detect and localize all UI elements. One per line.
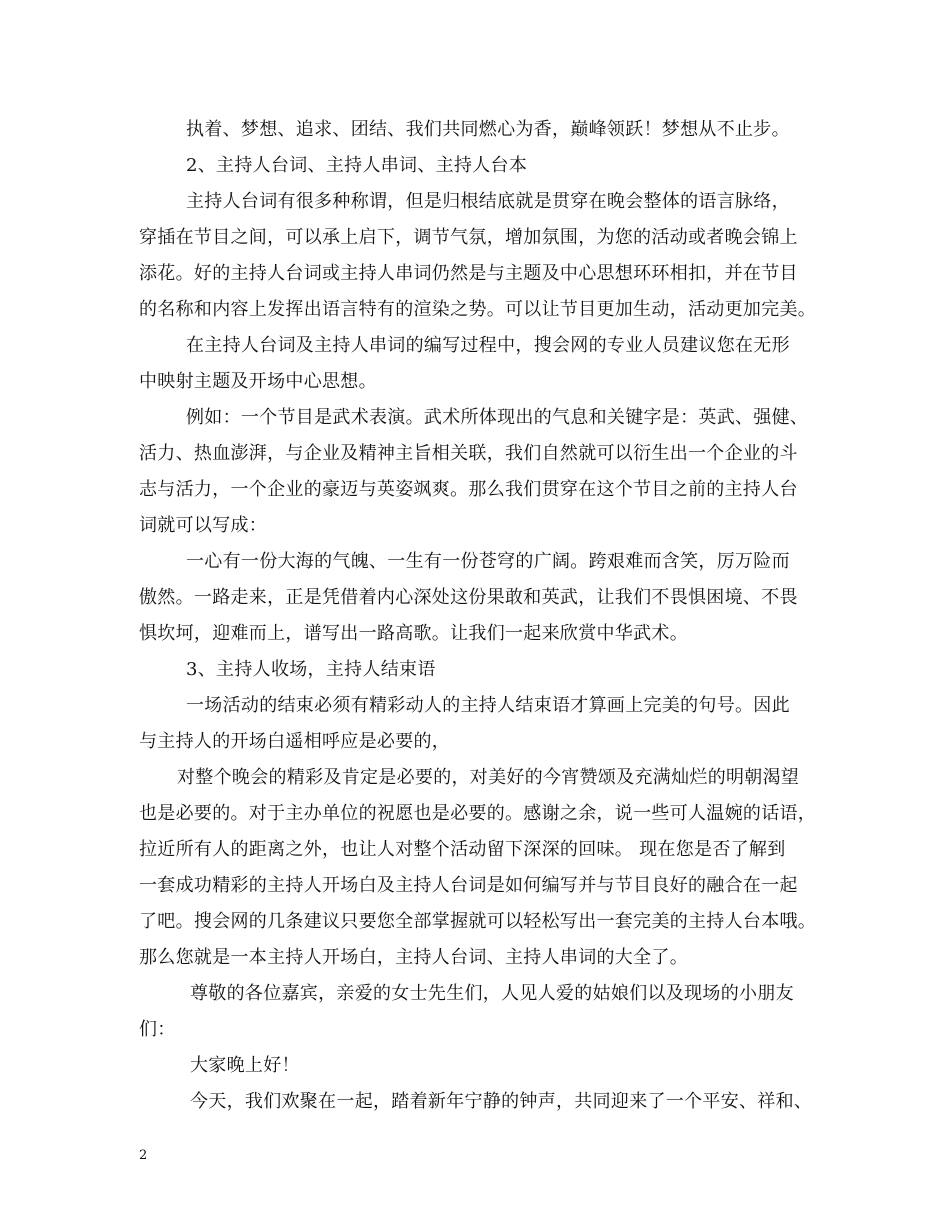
body-line: 们： — [139, 1019, 176, 1040]
section-heading: 2、主持人台词、主持人串词、主持人台本 — [186, 155, 528, 176]
body-line: 穿插在节目之间，可以承上启下，调节气氛，增加氛围，为您的活动或者晚会锦上 — [139, 227, 798, 248]
body-line: 与主持人的开场白遥相呼应是必要的， — [139, 731, 451, 752]
body-line: 那么您就是一本主持人开场白，主持人台词、主持人串词的大全了。 — [139, 947, 688, 968]
body-line: 了吧。搜会网的几条建议只要您全部掌握就可以轻松写出一套完美的主持人台本哦。 — [139, 911, 817, 932]
body-line: 例如：一个节目是武术表演。武术所体现出的气息和关键字是：英武、强健、 — [186, 407, 809, 428]
body-line: 一场活动的结束必须有精彩动人的主持人结束语才算画上完美的句号。因此 — [186, 695, 790, 716]
body-line: 词就可以写成： — [139, 515, 268, 536]
body-line: 添花。好的主持人台词或主持人串词仍然是与主题及中心思想环环相扣，并在节目 — [139, 263, 798, 284]
body-line: 也是必要的。对于主办单位的祝愿也是必要的。感谢之余，说一些可人温婉的话语， — [139, 803, 817, 824]
body-line: 今天，我们欢聚在一起，踏着新年宁静的钟声，共同迎来了一个平安、祥和、 — [190, 1091, 813, 1112]
page-number: 2 — [139, 1148, 148, 1163]
body-line: 中映射主题及开场中心思想。 — [139, 371, 377, 392]
body-line: 一套成功精彩的主持人开场白及主持人台词是如何编写并与节目良好的融合在一起 — [139, 875, 798, 896]
body-line: 大家晚上好！ — [190, 1055, 300, 1076]
body-line: 尊敬的各位嘉宾，亲爱的女士先生们，人见人爱的姑娘们以及现场的小朋友 — [190, 983, 794, 1004]
body-line: 执着、梦想、追求、团结、我们共同燃心为香，巅峰领跃！梦想从不止步。 — [186, 119, 790, 140]
body-line: 主持人台词有很多种称谓，但是归根结底就是贯穿在晚会整体的语言脉络， — [186, 191, 790, 212]
body-line: 志与活力，一个企业的豪迈与英姿飒爽。那么我们贯穿在这个节目之前的主持人台 — [139, 479, 798, 500]
body-line: 活力、热血澎湃，与企业及精神主旨相关联，我们自然就可以衍生出一个企业的斗 — [139, 443, 798, 464]
body-line: 对整个晚会的精彩及肯定是必要的，对美好的今宵赞颂及充满灿烂的明朝渴望 — [177, 767, 800, 788]
body-line: 一心有一份大海的气魄、一生有一份苍穹的广阔。跨艰难而含笑，厉万险而 — [186, 551, 790, 572]
body-line: 惧坎坷，迎难而上，谱写出一路高歌。让我们一起来欣赏中华武术。 — [139, 623, 688, 644]
body-line: 傲然。一路走来，正是凭借着内心深处这份果敢和英武，让我们不畏惧困境、不畏 — [139, 587, 798, 608]
body-line: 的名称和内容上发挥出语言特有的渲染之势。可以让节目更加生动，活动更加完美。 — [139, 299, 817, 320]
body-line: 拉近所有人的距离之外，也让人对整个活动留下深深的回味。 现在您是否了解到 — [139, 839, 786, 860]
body-line: 在主持人台词及主持人串词的编写过程中，搜会网的专业人员建议您在无形 — [186, 335, 790, 356]
section-heading: 3、主持人收场，主持人结束语 — [186, 659, 436, 680]
